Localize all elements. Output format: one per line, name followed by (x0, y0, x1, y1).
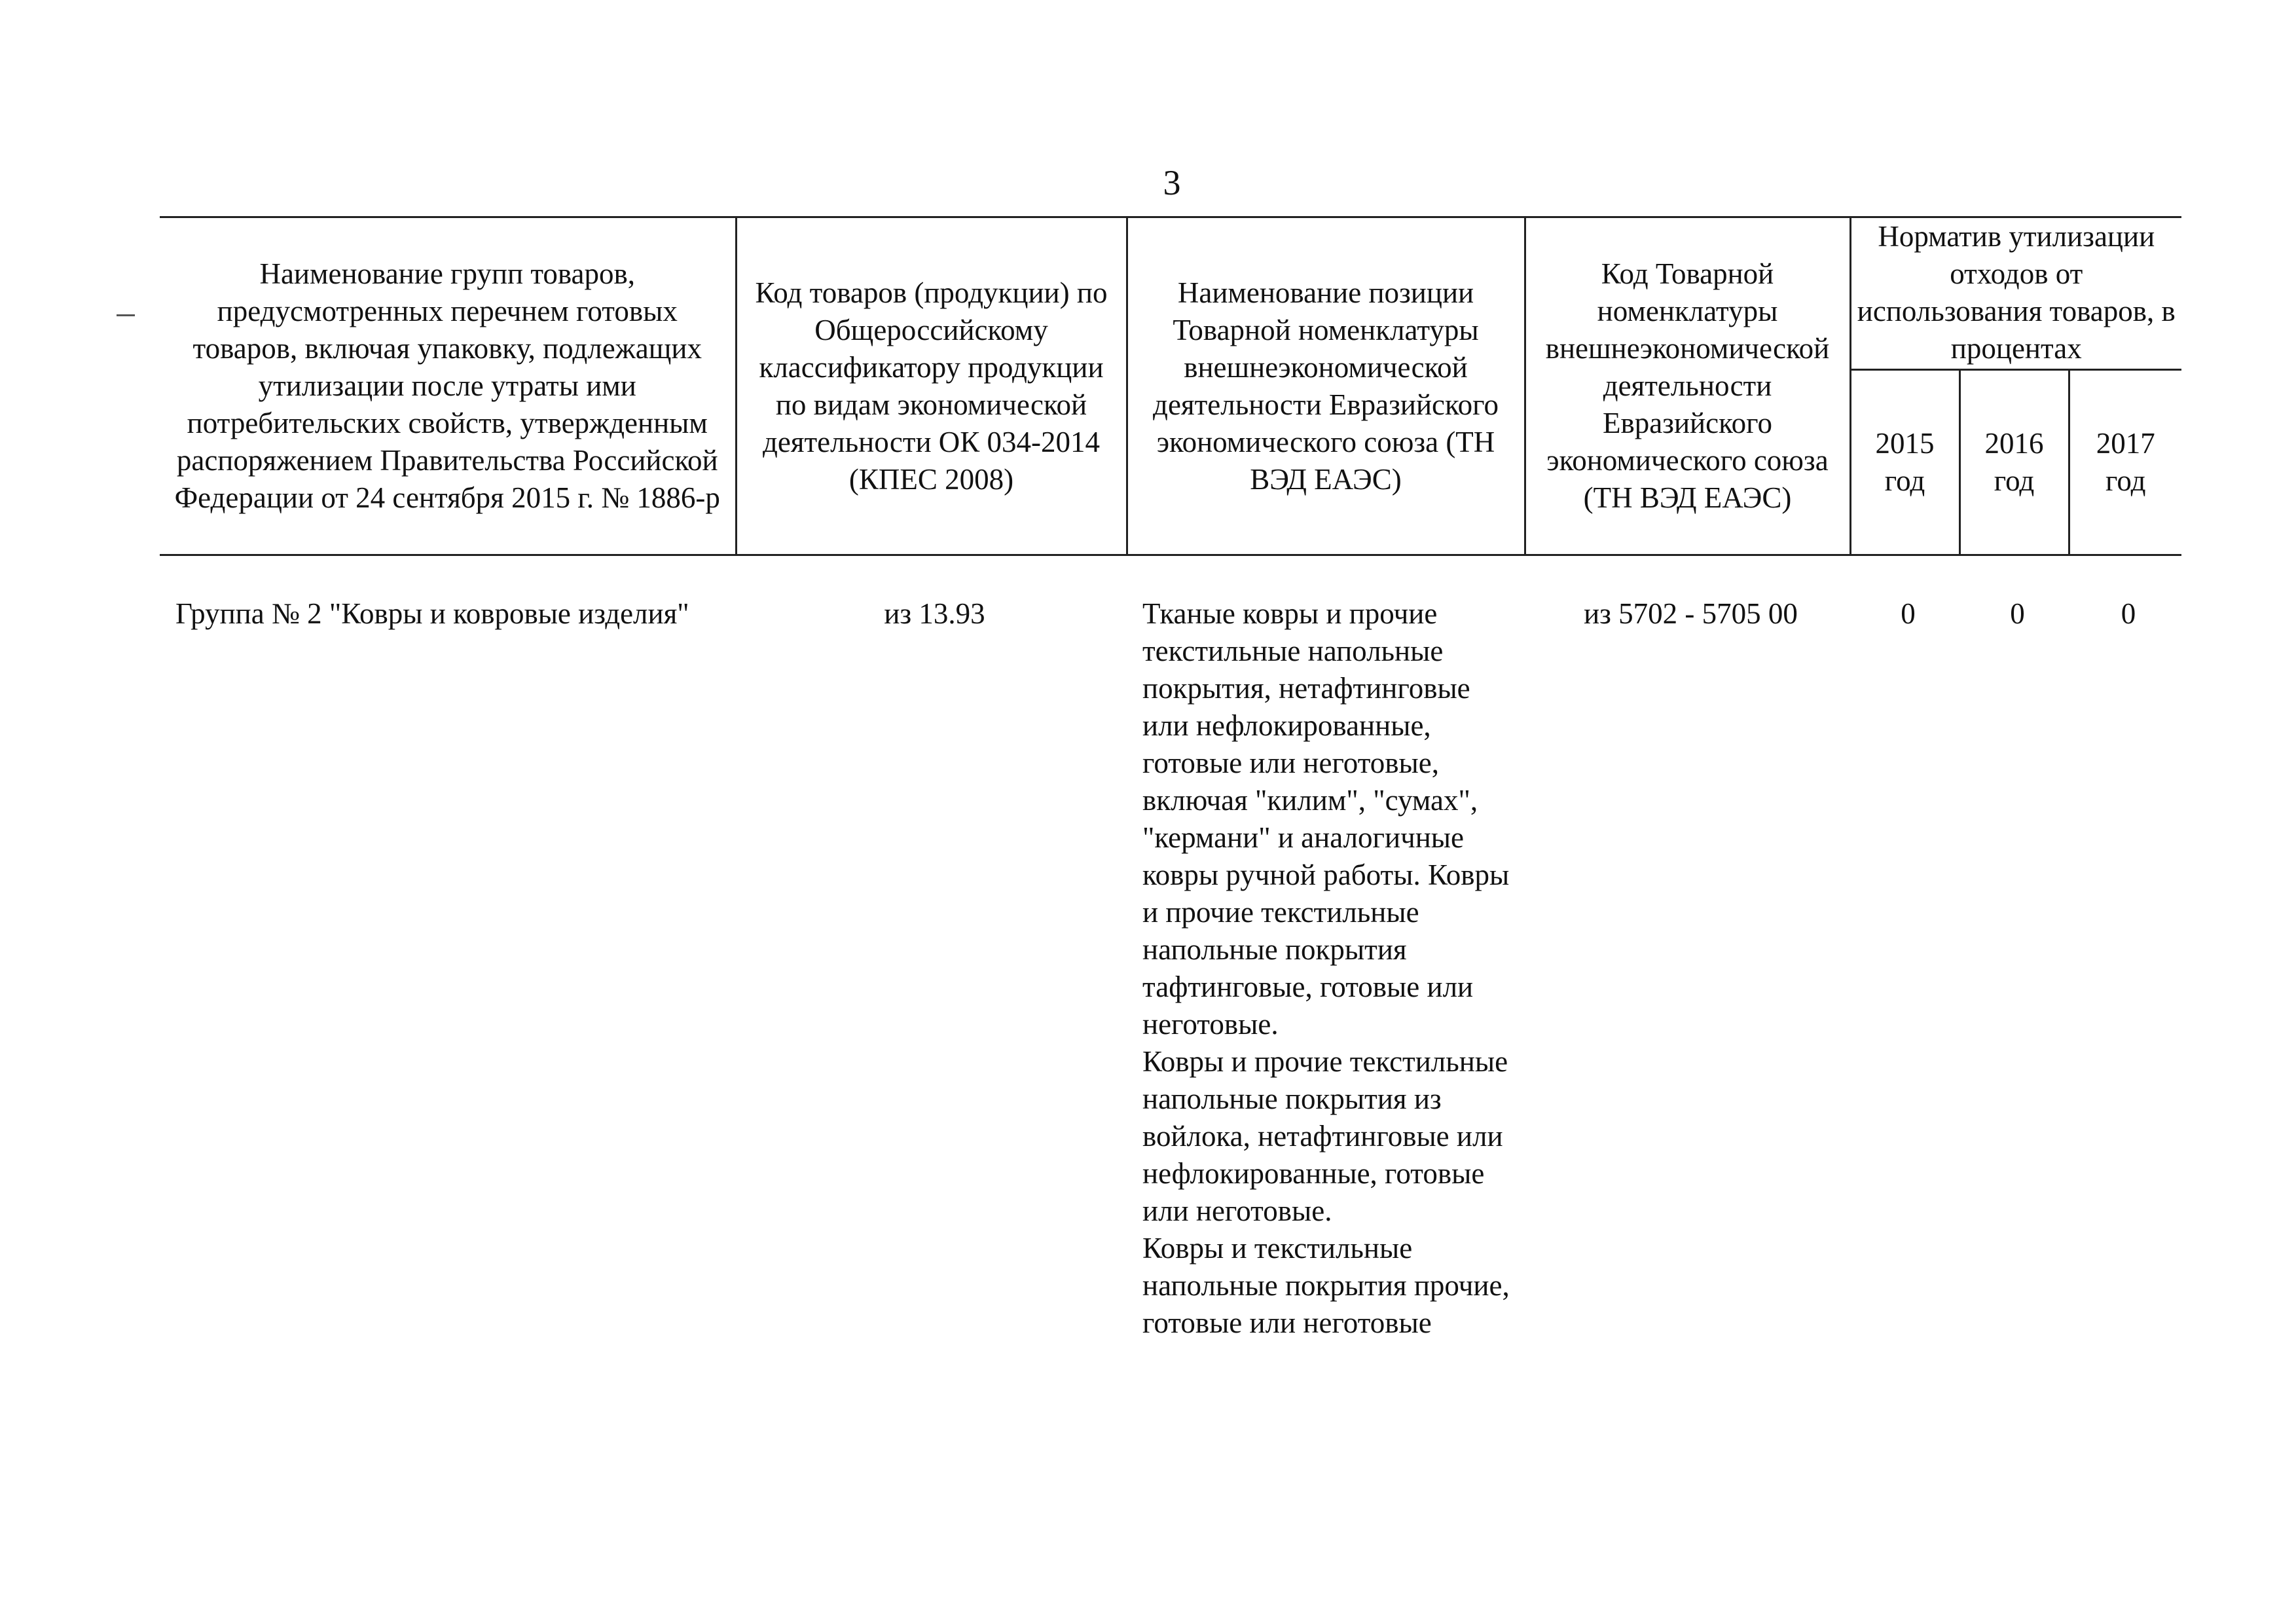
tnved-name-paragraph: Ковры и текстильные напольные покрытия прочие, готовые или неготовые (1142, 1232, 1510, 1339)
tnved-name-paragraph: Ковры и прочие текстильные напольные покрытия из войлока, нетафтинговые или нефлокированные, готовые или неготовые. (1142, 1045, 1508, 1227)
cell-group-name: Группа № 2 "Ковры и ковровые изделия" (175, 597, 689, 630)
header-group-name: Наименование групп товаров, предусмотренных перечнем готовых товаров, включая упаковку, подлежащих утилизации после утраты ими потребительских свойств, утвержденным распоряжением Правительства Российской Федерации от 24 сентября 2015 г. № 1886-р (160, 217, 736, 555)
cell-value-2015: 0 (1901, 597, 1916, 630)
table-row (160, 555, 2181, 1343)
cell-value-2016: 0 (2010, 597, 2025, 630)
margin-mark (117, 314, 135, 316)
header-tnved-name: Наименование позиции Товарной номенклатуры внешнеэкономической деятельности Евразийского экономического союза (ТН ВЭД ЕАЭС) (1127, 217, 1525, 555)
header-year-2015: 2015 год (1850, 370, 1959, 555)
header-tnved-code: Код Товарной номенклатуры внешнеэкономической деятельности Евразийского экономического союза (ТН ВЭД ЕАЭС) (1525, 217, 1850, 555)
page-number: 3 (1163, 163, 1181, 202)
header-norm: Норматив утилизации отходов от использования товаров, в процентах (1850, 217, 2181, 370)
header-year-2016: 2016 год (1959, 370, 2069, 555)
cell-value-2017: 0 (2121, 597, 2136, 630)
cell-tnved-name (1127, 555, 1525, 1343)
header-okpd-code: Код товаров (продукции) по Общероссийскому классификатору продукции по видам экономической деятельности ОК 034-2014 (КПЕС 2008) (736, 217, 1127, 555)
tnved-name-paragraph: Тканые ковры и прочие текстильные напольные покрытия, нетафтинговые или нефлокированные, готовые или неготовые, включая "килим", "сумах", "кермани" и аналогичные ковры ручной работы. Ковры и прочие текстильные напольные покрытия тафтинговые, готовые или неготовые. (1142, 597, 1510, 1041)
waste-norm-table (160, 216, 2181, 1342)
cell-tnved-code: из 5702 - 5705 00 (1584, 597, 1798, 630)
cell-okpd-code: из 13.93 (884, 597, 985, 630)
header-year-2017: 2017 год (2069, 370, 2181, 555)
